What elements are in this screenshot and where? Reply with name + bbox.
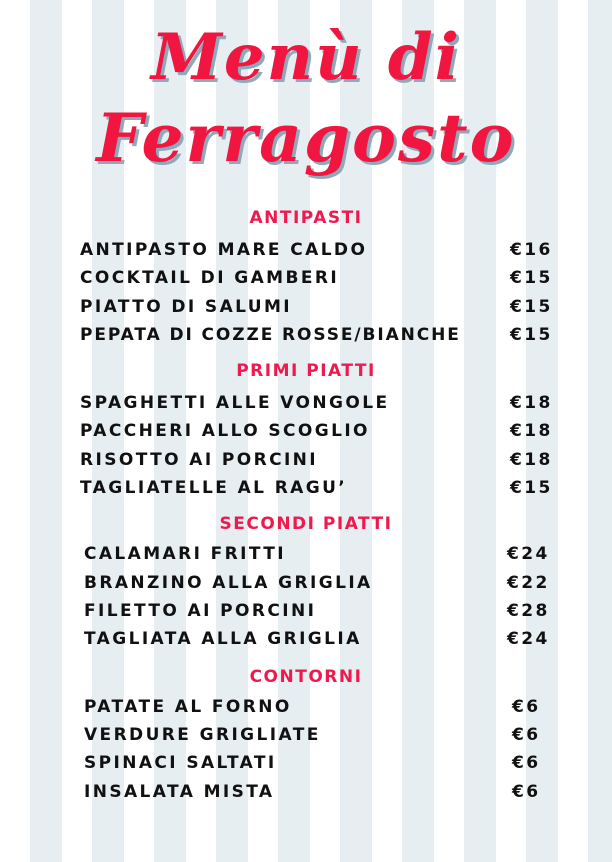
menu-item-price: €6 (512, 697, 541, 717)
menu-item-price: €6 (512, 725, 541, 745)
menu-item-price: €16 (510, 240, 553, 260)
menu-item-name: CALAMARI FRITTI (84, 544, 286, 564)
menu-item-price: €18 (510, 421, 553, 441)
section-title-antipasti: ANTIPASTI (249, 208, 363, 228)
menu-item-price: €22 (507, 573, 550, 593)
menu-item-price: €28 (507, 601, 550, 621)
menu-item-name: PACCHERI ALLO SCOGLIO (80, 421, 370, 441)
menu-item-price: €18 (510, 450, 553, 470)
menu-item-name: TAGLIATA ALLA GRIGLIA (84, 629, 362, 649)
menu-item-price: €15 (510, 325, 553, 345)
menu-item-name: COCKTAIL DI GAMBERI (80, 268, 340, 288)
section-title-primi-piatti: PRIMI PIATTI (236, 361, 376, 381)
menu-item-price: €6 (512, 782, 541, 802)
menu-item-price: €6 (512, 753, 541, 773)
menu-item-price: €15 (510, 478, 553, 498)
section-title-contorni: CONTORNI (249, 667, 363, 687)
menu-item-name: RISOTTO AI PORCINI (80, 450, 319, 470)
menu-title-line-1: Menù di (151, 20, 461, 95)
menu-item-name: INSALATA MISTA (84, 782, 275, 802)
menu-item-name: VERDURE GRIGLIATE (84, 725, 321, 745)
menu-item-price: €24 (507, 629, 550, 649)
menu-item-name: BRANZINO ALLA GRIGLIA (84, 573, 373, 593)
menu-item-price: €15 (510, 297, 553, 317)
section-title-secondi-piatti: SECONDI PIATTI (219, 514, 393, 534)
menu-item-price: €18 (510, 393, 553, 413)
menu-item-name: SPINACI SALTATI (84, 753, 277, 773)
menu-item-price: €15 (510, 268, 553, 288)
menu-item-price: €24 (507, 544, 550, 564)
menu-item-name: TAGLIATELLE AL RAGU’ (80, 478, 348, 498)
menu-item-name: PEPATA DI COZZE ROSSE/BIANCHE (80, 325, 461, 345)
menu-item-name: SPAGHETTI ALLE VONGOLE (80, 393, 390, 413)
menu-item-name: FILETTO AI PORCINI (84, 601, 317, 621)
menu-item-name: PIATTO DI SALUMI (80, 297, 293, 317)
menu-title-line-2: Ferragosto (96, 99, 516, 177)
menu-item-name: ANTIPASTO MARE CALDO (80, 240, 368, 260)
menu-item-name: PATATE AL FORNO (84, 697, 292, 717)
